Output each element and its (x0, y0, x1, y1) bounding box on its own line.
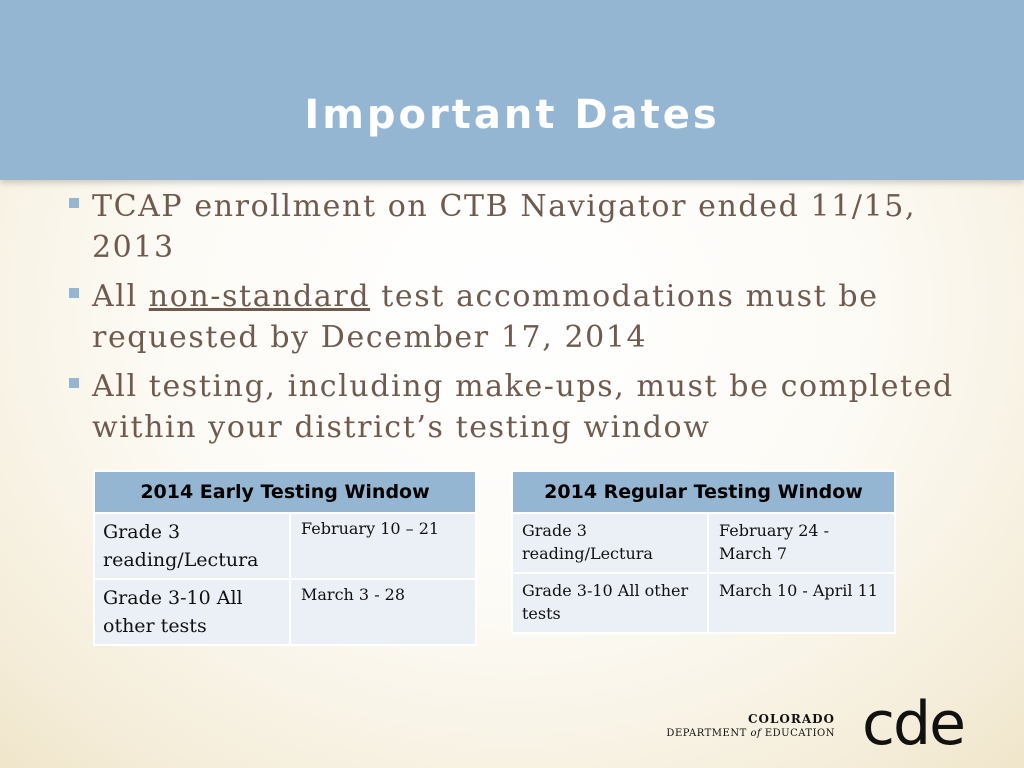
title-band (0, 0, 1024, 180)
table-row (94, 513, 476, 579)
table-row (512, 513, 895, 573)
grade-cell: Grade 3-10 All other tests (94, 579, 290, 645)
logo-line-department (666, 728, 835, 739)
regular-testing-window-table (511, 470, 896, 634)
dates-cell: March 3 - 28 (290, 579, 476, 645)
dates-cell: February 10 – 21 (290, 513, 476, 579)
square-bullet-icon (69, 378, 79, 388)
logo-line-colorado: COLORADO (747, 712, 835, 726)
table-row (94, 579, 476, 645)
early-testing-window-table (93, 470, 477, 646)
square-bullet-icon (69, 198, 79, 208)
bullet-text-post: test accommodations must be requested by December 17, 2014 (92, 279, 879, 355)
logo-dept-text: DEPARTMENT (666, 728, 751, 739)
table-header: 2014 Regular Testing Window (512, 471, 895, 513)
dates-cell: March 10 - April 11 (708, 573, 895, 633)
bullet-underlined-term: non-standard (148, 279, 371, 314)
square-bullet-icon (69, 288, 79, 298)
grade-cell: Grade 3 reading/Lectura (512, 513, 708, 573)
slide-title: Important Dates (304, 92, 720, 138)
grade-cell: Grade 3 reading/Lectura (94, 513, 290, 579)
grade-cell: Grade 3-10 All other tests (512, 573, 708, 633)
bullet-list (64, 186, 964, 456)
bullet-item (64, 366, 964, 448)
bullet-text: TCAP enrollment on CTB Navigator ended 11/15, 2013 (92, 189, 917, 265)
logo-education-text: EDUCATION (761, 728, 835, 739)
cde-logo (666, 689, 990, 759)
logo-of-text: of (750, 728, 762, 739)
cde-logo-mark: cde (862, 689, 964, 759)
table-header: 2014 Early Testing Window (94, 471, 476, 513)
table-row (512, 573, 895, 633)
bullet-item (64, 276, 964, 358)
dates-cell: February 24 - March 7 (708, 513, 895, 573)
bullet-text: All testing, including make-ups, must be completed within your district’s testing window (92, 369, 954, 445)
bullet-text-pre: All (92, 279, 149, 314)
bullet-item (64, 186, 964, 268)
